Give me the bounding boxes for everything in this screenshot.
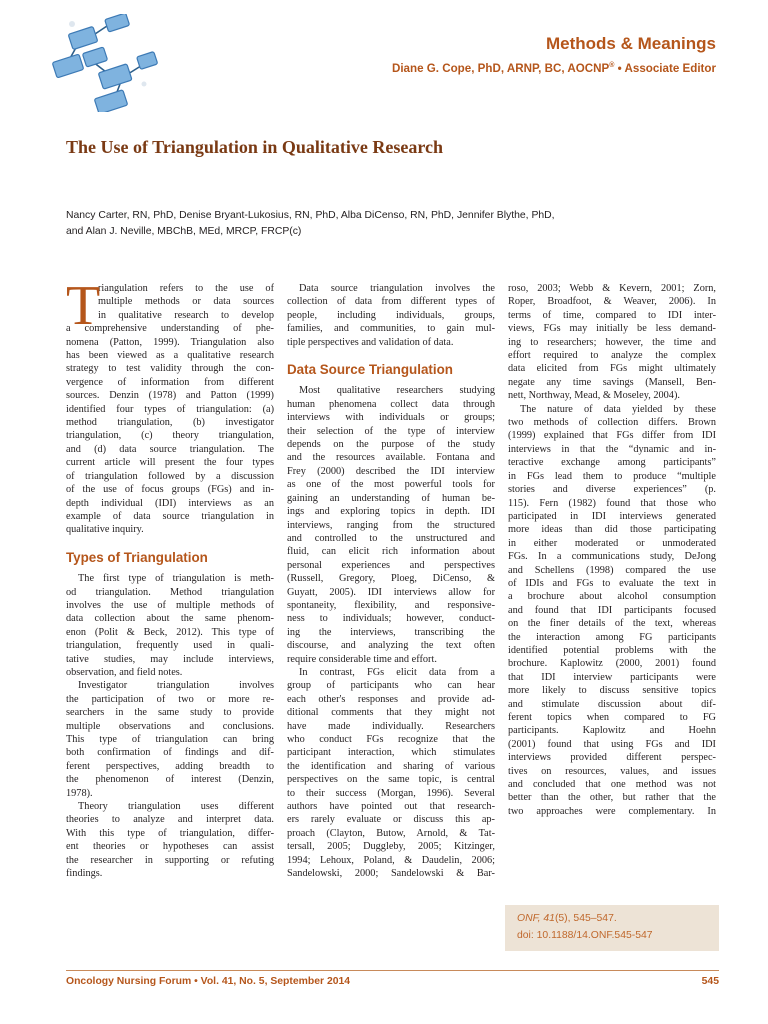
text-line: interviews provided different perspec-	[508, 752, 716, 764]
text-line: triangulation, (c) theory triangulation,	[66, 430, 274, 442]
citation-doi[interactable]: doi: 10.1188/14.ONF.545-547	[517, 930, 653, 941]
text-line: in qualitative research to develop	[98, 309, 274, 321]
text-line: data collection about the same phenom-	[66, 613, 274, 625]
flowchart-logo-icon	[48, 14, 160, 112]
text-line: example of data source triangulation in	[66, 510, 274, 522]
text-line: group of participants who can hear	[287, 680, 495, 692]
text-line: gaining an understanding of human be-	[287, 492, 495, 504]
text-line: negate any time savings (Mansell, Ben-	[508, 376, 716, 388]
section-title: Methods & Meanings	[545, 34, 716, 53]
text-line: vergence of information from different	[66, 376, 274, 388]
text-line: observation, and field notes.	[66, 666, 183, 678]
text-line: two methods of collection differs. Brown	[508, 417, 716, 429]
text-line: findings.	[66, 868, 103, 880]
text-line: ers rarely evaluate or discuss this ap-	[287, 814, 495, 826]
text-line: and controlled to the unstructured and	[287, 532, 495, 544]
text-line: (Russell, Gregory, Ploeg, DiCenso, &	[287, 573, 495, 585]
text-line: This type of triangulation can bring	[66, 734, 274, 745]
text-line: involves the use of multiple methods of	[66, 599, 274, 611]
page-number: 545	[701, 976, 719, 987]
citation-line	[517, 913, 617, 924]
text-line: qualitative inquiry.	[66, 524, 144, 536]
text-line: have made individually. Researchers	[287, 720, 495, 732]
text-line: 1994; Lehoux, Poland, & Daudelin, 2006;	[287, 854, 495, 866]
text-line: (1999) explained that FGs differ from IDI	[508, 430, 716, 442]
text-line: data elicited from FGs might ultimately	[508, 363, 716, 375]
text-line: authors have pointed out that research-	[287, 801, 495, 813]
text-line: Sandelowski, 2000; Sandelowski & Bar-	[287, 868, 495, 880]
column-2	[287, 282, 495, 880]
section-heading: Data Source Triangulation	[287, 362, 453, 378]
associate-editor-line	[392, 62, 716, 75]
section-heading: Types of Triangulation	[66, 549, 208, 565]
text-line: participants. Kaplowitz and Hoehn	[508, 725, 716, 737]
text-line: identified potential problems with the	[508, 644, 716, 656]
citation-journal: ONF,	[517, 913, 544, 924]
text-line: spontaneity, flexibility, and responsive-	[287, 599, 495, 611]
text-line: the participation of two or more re-	[66, 693, 274, 705]
text-line: and the resources available. Fontana and	[287, 452, 495, 464]
text-line: tives on resources, values, and issues	[508, 765, 716, 777]
column-3	[508, 282, 716, 818]
text-line: both confirmation of findings and dif-	[66, 747, 274, 759]
text-line: and (d) data source triangulation. The	[66, 443, 274, 455]
text-line: Frey (2000) described the IDI interview	[287, 465, 495, 477]
text-line: Investigator triangulation involves	[78, 680, 274, 692]
text-line: od triangulation. Method triangulation	[66, 586, 274, 598]
text-line: With this type of triangulation, differ-	[66, 827, 274, 839]
text-line: multiple observations and conclusions.	[66, 720, 274, 732]
text-line: tersall, 2005; Duggleby, 2005; Kitzinger,	[287, 841, 495, 853]
text-line: teractive exchange among participants”	[508, 457, 716, 469]
text-line: to their success (Morgan, 1996). Several	[287, 787, 495, 799]
text-line: ness to individuals; however, conduct-	[287, 613, 495, 625]
text-line: 115). Fern (1982) found that those who	[508, 497, 716, 509]
citation-box	[505, 905, 719, 951]
text-line: personal experiences and perspectives	[287, 559, 495, 571]
text-line: a brochure about alcohol consumption	[508, 591, 716, 603]
text-line: terms of time, compared to IDI inter-	[508, 309, 716, 321]
text-line: interviews in that the “dynamic and in-	[508, 443, 716, 455]
author-line: and Alan J. Neville, MBChB, MEd, MRCP, FRCP(c)	[66, 226, 302, 237]
text-line: proach (Clayton, Butow, Arnold, & Tat-	[287, 827, 495, 839]
text-line: has been viewed as a qualitative research	[66, 350, 274, 362]
text-line: method triangulation, (b) investigator	[66, 417, 274, 429]
text-line: views, FGs may initially be less demand-	[508, 323, 716, 335]
text-line: people, including individuals, groups,	[287, 309, 495, 321]
text-line: of IDIs and FGs to evaluate the text in	[508, 577, 716, 589]
citation-issue-pages: (5), 545–547.	[554, 913, 617, 924]
text-line: families, and communities, to gain mul-	[287, 323, 495, 335]
text-line: ditional comments that they might not	[287, 707, 495, 719]
text-line: ent theories or hypotheses can assist	[66, 841, 274, 853]
text-line: ings and exploring topics in depth. IDI	[287, 506, 495, 518]
text-line: and found that IDI participants focused	[508, 604, 716, 616]
text-line: require considerable time and effort.	[287, 653, 437, 665]
text-line: participant interaction, which stimulates	[287, 747, 495, 759]
text-line: triangulation, frequently used in quali-	[66, 640, 274, 652]
footer-divider	[66, 970, 719, 971]
text-line: on the finer details of the text, whereas	[508, 618, 716, 630]
text-line: and concluded that one method was not	[508, 779, 716, 791]
text-line: tative studies, may include interviews,	[66, 653, 274, 665]
text-line: multiple methods or data sources	[98, 296, 274, 308]
editor-role: • Associate Editor	[614, 62, 716, 75]
text-line: ferent perspectives, adding breadth to	[66, 760, 274, 772]
text-line: the interaction among FG participants	[508, 631, 716, 643]
text-line: sources. Denzin (1978) and Patton (1999)	[66, 390, 274, 402]
text-line: collection of data from different types of	[287, 296, 495, 308]
text-line: two approaches were complementary. In	[508, 805, 716, 817]
text-line: Guyatt, 2005). IDI interviews allow for	[287, 586, 495, 598]
text-line: enon (Polit & Beck, 2012). This type of	[66, 626, 274, 638]
text-line: identified four types of triangulation: (a)	[66, 403, 274, 415]
text-line: searchers in the same study to provide	[66, 707, 274, 719]
author-list	[66, 208, 716, 240]
text-line: that IDI interview participants were	[508, 671, 716, 683]
text-line: nett, Northway, Mead, & Moseley, 2004).	[508, 390, 680, 402]
text-line: the phenomenon of interest (Denzin,	[66, 774, 274, 786]
footer-journal-line: Oncology Nursing Forum • Vol. 41, No. 5, September 2014	[66, 976, 351, 987]
text-line: interviews, ranging from the structured	[287, 519, 495, 531]
text-line: current article will present the four types	[66, 457, 274, 469]
text-line: theories to analyze and interpret data.	[66, 814, 274, 826]
text-line: ing the interviews, transcribing the	[287, 626, 495, 638]
text-line: The first type of triangulation is meth-	[78, 573, 274, 585]
text-line: participated in IDI interviews generated	[508, 510, 716, 522]
text-line: interviews with individuals or groups;	[287, 412, 495, 424]
registered-mark: ®	[609, 62, 615, 70]
text-line: human phenomena collect data through	[287, 398, 495, 410]
text-line: strategy to test validity through the con-	[66, 363, 274, 375]
text-line: in either moderated or unmoderated	[508, 537, 716, 549]
drop-cap: T	[66, 275, 101, 337]
text-line: fluid, can elicit rich information about	[287, 546, 495, 558]
text-line: each other's responses and provide ad-	[287, 693, 495, 705]
text-line: brochure. Kaplowitz (2000, 2001) found	[508, 658, 716, 670]
text-line: (2001) found that using FGs and IDI	[508, 738, 716, 750]
text-line: as one of the most powerful tools for	[287, 479, 495, 491]
text-line: FGs. In a communications study, DeJong	[508, 551, 716, 563]
text-line: Theory triangulation uses different	[78, 801, 274, 813]
text-line: depth individual (IDI) interviews as an	[66, 497, 274, 509]
author-line: Nancy Carter, RN, PhD, Denise Bryant-Lukosius, RN, PhD, Alba DiCenso, RN, PhD, Jennifer Blythe, PhD,	[66, 210, 555, 221]
text-line: perspectives on the same topic, is central	[287, 774, 495, 786]
text-line: In contrast, FGs elicit data from a	[299, 666, 495, 678]
text-line: Data source triangulation involves the	[299, 283, 495, 294]
article-title: The Use of Triangulation in Qualitative Research	[66, 137, 444, 157]
text-line: tiple perspectives and validation of data.	[287, 336, 454, 348]
text-line: of the use of focus groups (FGs) and in-	[66, 484, 274, 496]
text-line: and Schellens (1998) compared the use	[508, 564, 716, 576]
citation-volume: 41	[543, 913, 555, 924]
text-line: more likely to discuss sensitive topics	[508, 685, 716, 697]
text-line: effort required to analyze the complex	[508, 350, 716, 362]
text-line: ing to researchers; however, the time and	[508, 336, 716, 348]
text-line: in FGs lead them to produce “multiple	[508, 470, 716, 482]
text-line: who conduct FGs recognize that the	[287, 734, 495, 745]
text-line: nomena (Patton, 1999). Triangulation also	[66, 336, 274, 348]
text-line: better than the other, but rather that the	[508, 792, 716, 804]
text-line: Most qualitative researchers studying	[299, 385, 495, 397]
text-line: a comprehensive understanding of phe-	[66, 323, 274, 335]
column-1	[66, 275, 274, 880]
text-line: The nature of data yielded by these	[520, 403, 716, 415]
text-line: riangulation refers to the use of	[98, 283, 274, 294]
text-line: more ideas than did those participating	[508, 524, 716, 536]
text-line: depends on the purpose of the study	[287, 439, 495, 451]
text-line: the researcher in supporting or refuting	[66, 854, 274, 866]
text-line: roso, 2003; Webb & Kevern, 2001; Zorn,	[508, 283, 716, 294]
text-line: ferent topics when compared to FG	[508, 712, 716, 723]
text-line: 1978).	[66, 787, 93, 799]
editor-name: Diane G. Cope, PhD, ARNP, BC, AOCNP	[391, 62, 610, 75]
text-line: of triangulation followed by a discussion	[66, 470, 274, 482]
text-line: Roper, Broadfoot, & Weaver, 2006). In	[508, 296, 716, 308]
text-line: stories and diverse experiences” (p.	[508, 484, 716, 496]
text-line: the identification and sharing of various	[287, 760, 495, 772]
text-line: and stimulate discussion about dif-	[508, 698, 716, 710]
text-line: discourse, and analyzing the text often	[287, 640, 495, 652]
text-line: their selection of the type of interview	[287, 425, 495, 437]
